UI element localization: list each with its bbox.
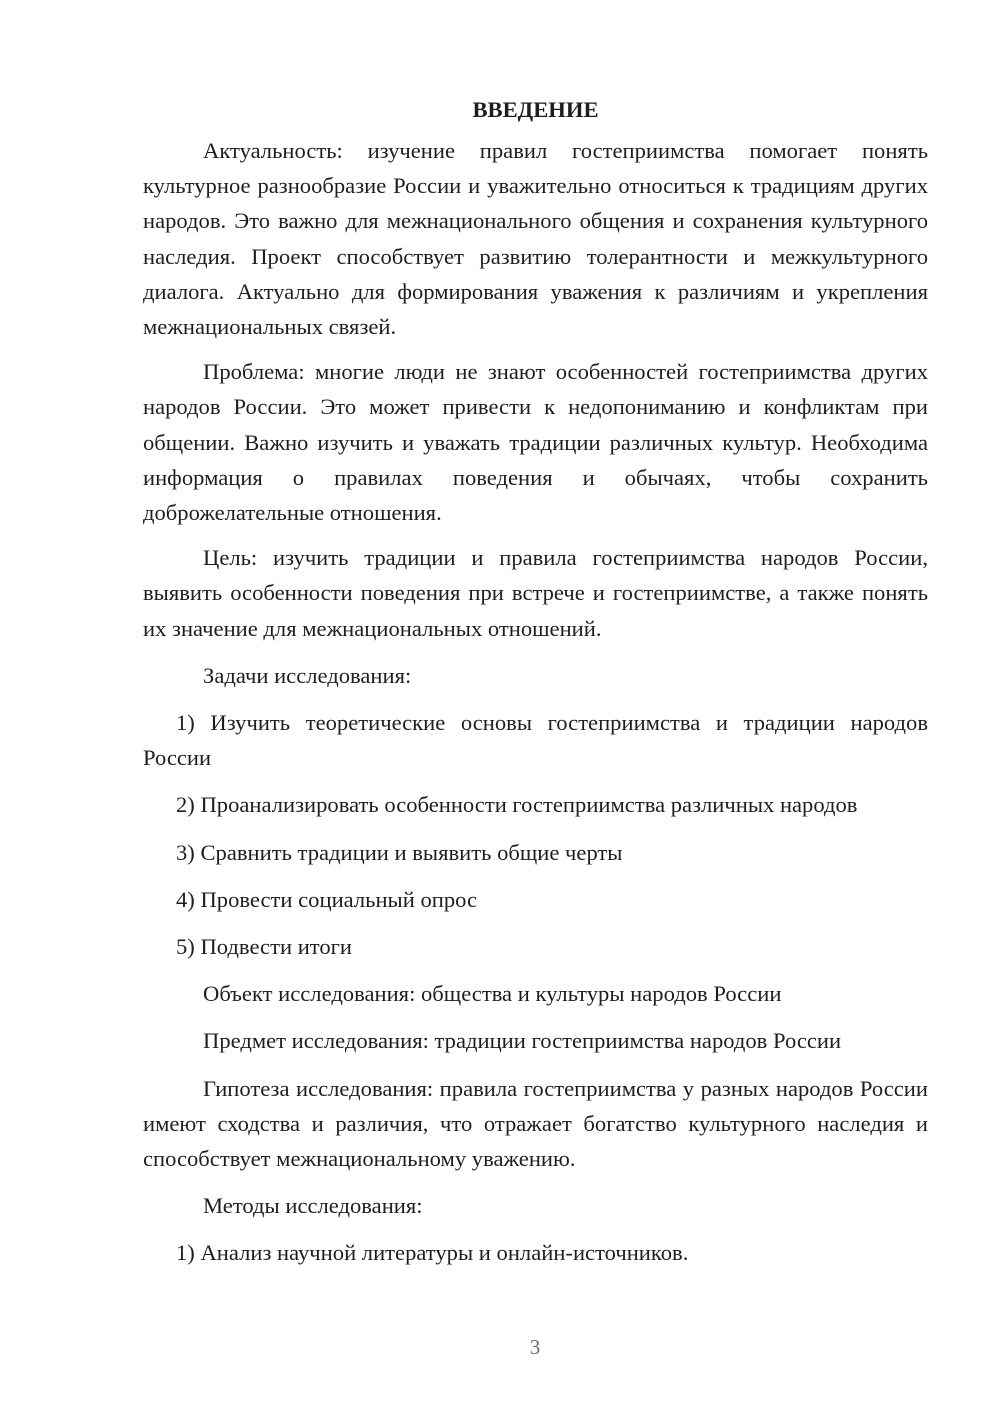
task-item-4: 4) Провести социальный опрос	[176, 886, 478, 912]
task-item-2: 2) Проанализировать особенности гостеприимства различных народов	[176, 792, 858, 818]
task-item-3: 3) Сравнить традиции и выявить общие черты	[176, 839, 623, 865]
paragraph-problem: Проблема: многие люди не знают особенностей гостеприимства других народов России. Это может привести к недопониманию и конфликтам при общении. Важно изучить и уважать традиции различных культур. Необходима информация о правилах поведения и обычаях, чтобы сохранить доброжелательные отношения.	[143, 359, 928, 526]
method-item-1: 1) Анализ научной литературы и онлайн-источников.	[176, 1240, 689, 1266]
research-hypothesis: Гипотеза исследования: правила гостеприимства у разных народов России имеют сходства и различия, что отражает богатство культурного наследия и способствует межнациональному уважению.	[143, 1075, 928, 1172]
section-title: ВВЕДЕНИЕ	[472, 97, 599, 122]
research-subject: Предмет исследования: традиции гостеприимства народов России	[203, 1028, 842, 1054]
page-number: 3	[529, 1335, 541, 1359]
tasks-heading: Задачи исследования:	[203, 662, 412, 688]
document-body	[143, 92, 928, 1271]
task-item-1: 1) Изучить теоретические основы гостеприимства и традиции народов России	[143, 710, 928, 771]
research-object: Объект исследования: общества и культуры народов России	[203, 981, 782, 1007]
methods-heading: Методы исследования:	[203, 1193, 423, 1219]
task-item-5: 5) Подвести итоги	[176, 934, 353, 960]
paragraph-relevance: Актуальность: изучение правил гостеприимства помогает понять культурное разнообразие России и уважительно относиться к традициям других народов. Это важно для межнационального общения и сохранения культурного наследия. Проект способствует развитию толерантности и межкультурного диалога. Актуально для формирования уважения к различиям и укрепления межнациональных связей.	[143, 138, 928, 340]
paragraph-goal: Цель: изучить традиции и правила гостеприимства народов России, выявить особенности поведения при встрече и гостеприимстве, а также понять их значение для межнациональных отношений.	[143, 545, 928, 641]
